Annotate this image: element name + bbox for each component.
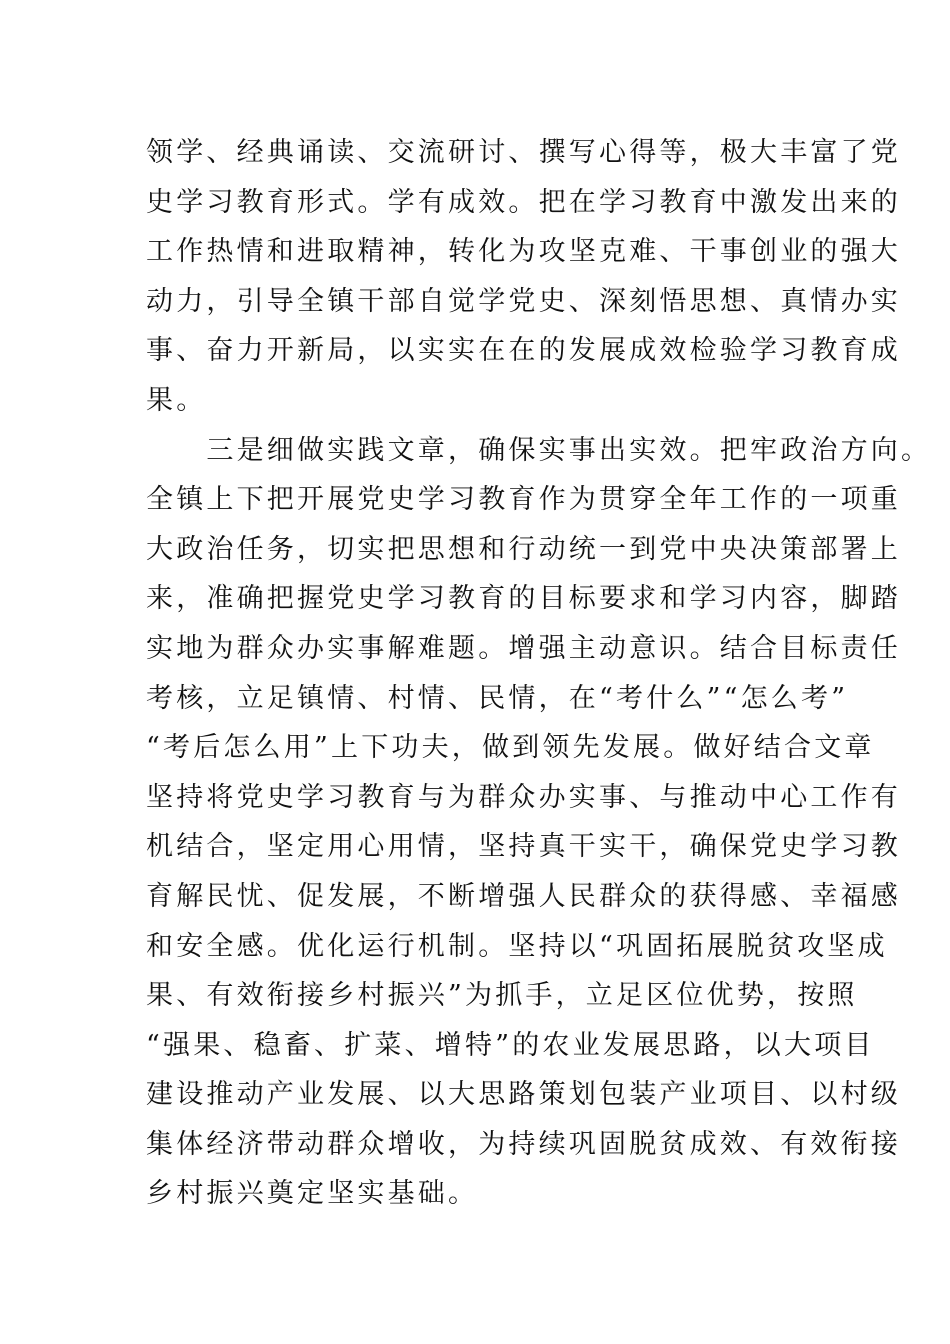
text-line: 大政治任务，切实把思想和行动统一到党中央决策部署上	[146, 533, 901, 565]
text-line: 事、奋力开新局，以实实在在的发展成效检验学习教育成	[146, 335, 901, 367]
paragraph-2	[146, 426, 932, 1220]
text-line: 坚持将党史学习教育与为群众办实事、与推动中心工作有	[146, 781, 901, 813]
text-line: 来，准确把握党史学习教育的目标要求和学习内容，脚踏	[146, 583, 901, 615]
text-line: 和安全感。优化运行机制。坚持以“巩固拓展脱贫攻坚成	[146, 930, 888, 962]
paragraph-1	[146, 128, 901, 426]
text-line: 三是细做实践文章，确保实事出实效。把牢政治方向。	[146, 434, 932, 466]
text-line: 机结合，坚定用心用情，坚持真干实干，确保党史学习教	[146, 831, 901, 863]
text-line: 乡村振兴奠定坚实基础。	[146, 1178, 479, 1210]
text-line: 史学习教育形式。学有成效。把在学习教育中激发出来的	[146, 186, 901, 218]
text-line: “考后怎么用”上下功夫，做到领先发展。做好结合文章	[146, 732, 875, 764]
text-line: “强果、稳畜、扩菜、增特”的农业发展思路，以大项目	[146, 1029, 875, 1061]
text-line: 育解民忧、促发展，不断增强人民群众的获得感、幸福感	[146, 880, 901, 912]
text-line: 果。	[146, 384, 207, 416]
text-line: 领学、经典诵读、交流研讨、撰写心得等，极大丰富了党	[146, 137, 901, 168]
text-line: 考核，立足镇情、村情、民情，在“考什么”“怎么考”	[146, 682, 849, 714]
text-line: 工作热情和进取精神，转化为攻坚克难、干事创业的强大	[146, 236, 901, 268]
document-body	[146, 128, 932, 1219]
text-line: 建设推动产业发展、以大思路策划包装产业项目、以村级	[146, 1079, 901, 1111]
text-line: 果、有效衔接乡村振兴”为抓手，立足区位优势，按照	[146, 980, 858, 1012]
text-line: 动力，引导全镇干部自觉学党史、深刻悟思想、真情办实	[146, 285, 901, 317]
text-line: 集体经济带动群众增收，为持续巩固脱贫成效、有效衔接	[146, 1128, 901, 1160]
text-line: 实地为群众办实事解难题。增强主动意识。结合目标责任	[146, 632, 901, 664]
text-line: 全镇上下把开展党史学习教育作为贯穿全年工作的一项重	[146, 484, 901, 516]
